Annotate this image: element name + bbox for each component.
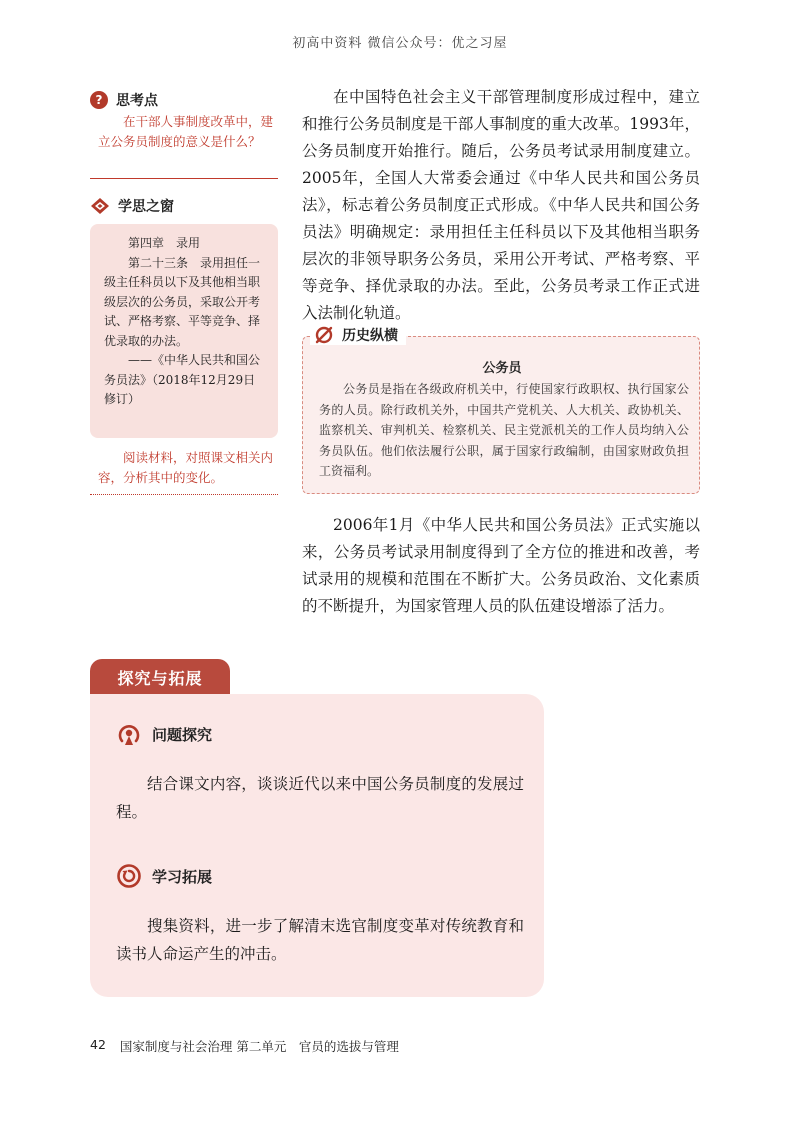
study-window-heading	[90, 196, 174, 216]
extension-text: 搜集资料，进一步了解清末选官制度变革对传统教育和读书人命运产生的冲击。	[116, 917, 524, 963]
inquiry-title: 问题探究	[152, 725, 213, 744]
main-paragraph-1	[302, 84, 700, 327]
inquiry-icon	[116, 721, 142, 747]
page-number: 42	[90, 1037, 106, 1052]
divider	[90, 494, 278, 495]
extension-text-block	[116, 912, 524, 968]
study-window-title: 学思之窗	[118, 199, 174, 215]
inquiry-text: 结合课文内容，谈谈近代以来中国公务员制度的发展过程。	[116, 775, 524, 821]
history-box-title: 公务员	[482, 361, 522, 376]
inquiry-heading	[116, 721, 212, 747]
paragraph-text: 在中国特色社会主义干部管理制度形成过程中，建立和推行公务员制度是干部人事制度的重大改革。1993年，公务员制度开始推行。随后，公务员考试录用制度建立。2005年，全国人大常委会通过《中华人民共和国公务员法》，标志着公务员制度正式形成。《中华人民共和国公务员法》明确规定：录用担任主任科员以下及其他相当职务层次的非领导职务公务员，采用公开考试、严格考察、平等竞争、择优录取的办法。至此，公务员考录工作正式进入法制化轨道。	[302, 88, 700, 322]
extension-icon	[116, 863, 142, 889]
study-window-icon	[90, 197, 110, 215]
history-box	[302, 336, 700, 494]
explore-tab: 探究与拓展	[90, 659, 230, 695]
divider	[90, 178, 278, 179]
paragraph-text: 2006年1月《中华人民共和国公务员法》正式实施以来，公务员考试录用制度得到了全方位的推进和改善，考试录用的规模和范围在不断扩大。公务员政治、文化素质的不断提升，为国家管理人员的队伍建设增添了活力。	[302, 516, 700, 615]
inquiry-text-block	[116, 770, 524, 826]
extension-heading	[116, 863, 212, 889]
history-icon	[314, 325, 334, 345]
extension-title: 学习拓展	[152, 867, 213, 886]
law-source: ——《中华人民共和国公务员法》（2018年12月29日修订）	[104, 353, 261, 406]
law-chapter: 第四章 录用	[128, 236, 201, 250]
page-footer	[90, 1037, 399, 1055]
explore-panel	[90, 694, 544, 997]
think-point-heading	[90, 90, 158, 110]
history-tag-label: 历史纵横	[342, 328, 398, 344]
think-point-question: 在干部人事制度改革中，建立公务员制度的意义是什么？	[98, 114, 274, 149]
main-paragraph-2	[302, 512, 700, 620]
law-article: 第二十三条 录用担任一级主任科员以下及其他相当职级层次的公务员，采取公开考试、严格考察、平等竞争、择优录取的办法。	[104, 255, 261, 348]
study-window-prompt: 阅读材料，对照课文相关内容，分析其中的变化。	[98, 450, 274, 485]
law-excerpt-box	[90, 224, 278, 438]
history-box-body	[319, 379, 689, 482]
question-icon: ?	[90, 91, 108, 109]
think-point-title: 思考点	[116, 93, 158, 109]
footer-title: 国家制度与社会治理 第二单元 官员的选拔与管理	[119, 1039, 399, 1054]
history-text: 公务员是指在各级政府机关中，行使国家行政职权、执行国家公务的人员。除行政机关外，中国共产党机关、人大机关、政协机关、监察机关、审判机关、检察机关、民主党派机关的工作人员均纳入公务员队伍。他们依法履行公职，属于国家行政编制，由国家财政负担工资福利。	[319, 382, 689, 478]
history-tag	[310, 325, 406, 345]
page-header: 初高中资料 微信公众号：优之习屋	[292, 36, 508, 51]
